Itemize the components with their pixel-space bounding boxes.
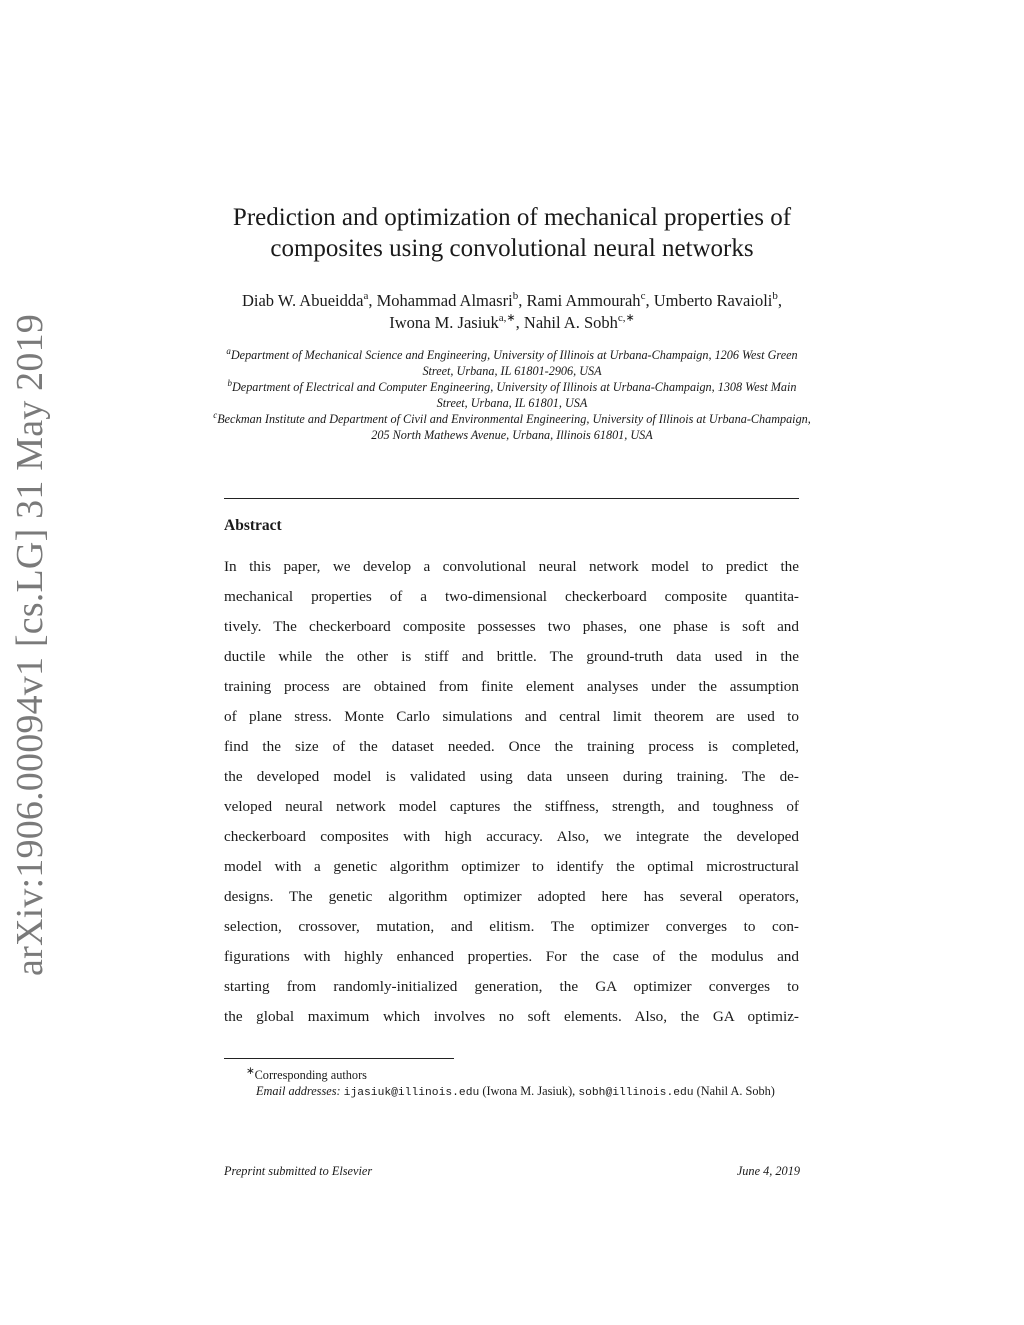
preprint-date: June 4, 2019 [736, 1164, 800, 1178]
abstract-line: model with a genetic algorithm optimizer to identify the optimal microstructural [224, 858, 799, 875]
author-name: Mohammad Almasri [376, 291, 513, 310]
affiliation-c [212, 411, 812, 443]
affiliation-text: Department of Mechanical Science and Engineering, University of Illinois at Urbana-Champaign, 1206 West Green Street, Urbana, IL 61801-2906, USA [230, 348, 798, 378]
author-name: Umberto Ravaioli [653, 291, 773, 310]
abstract-top-rule [224, 498, 799, 499]
email-footnote [224, 1083, 799, 1101]
affiliation-text: Beckman Institute and Department of Civil and Environmental Engineering, University of Illinois at Urbana-Champaign, 205 North Mathews Avenue, Urbana, Illinois 61801, USA [217, 412, 811, 442]
abstract-line: find the size of the dataset needed. Once the training process is completed, [224, 738, 799, 755]
paper-title [200, 202, 824, 264]
affiliations [212, 347, 812, 443]
affiliation-mark: b [227, 377, 232, 388]
affiliation-a [212, 347, 812, 379]
email-link-jasiuk[interactable]: ijasiuk@illinois.edu [343, 1087, 480, 1100]
author-name: Nahil A. Sobh [523, 313, 618, 332]
abstract-body [224, 554, 799, 1034]
author-affil-mark: b [512, 289, 519, 302]
email-label: Email addresses: [256, 1084, 341, 1099]
abstract-line: In this paper, we develop a convolutional neural network model to predict the [224, 558, 799, 575]
author-name: Diab W. Abueidda [241, 291, 364, 310]
affiliation-text: Department of Electrical and Computer Engineering, University of Illinois at Urbana-Champaign, 1308 West Main Street, Urbana, IL 61801, USA [231, 380, 797, 410]
author-separator: , [515, 313, 524, 332]
abstract-line: veloped neural network model captures the stiffness, strength, and toughness of [224, 798, 799, 815]
author-affil-mark: c [640, 289, 646, 302]
abstract-heading: Abstract [224, 517, 282, 534]
affiliation-mark: a [226, 345, 231, 356]
abstract-line: training process are obtained from finite element analyses under the assumption [224, 678, 799, 695]
affiliation-mark: c [213, 409, 218, 420]
email-link-sobh[interactable]: sobh@illinois.edu [578, 1087, 694, 1100]
abstract-line: tively. The checkerboard composite possesses two phases, one phase is soft and [224, 618, 799, 635]
title-line-1: Prediction and optimization of mechanical properties of [232, 204, 792, 231]
author-affil-mark: c,∗ [617, 311, 635, 324]
abstract-line: checkerboard composites with high accuracy. Also, we integrate the developed [224, 828, 799, 845]
abstract-line: the global maximum which involves no soft elements. Also, the GA optimiz- [224, 1008, 799, 1025]
abstract-line: the developed model is validated using data unseen during training. The de- [224, 768, 799, 785]
email-owner-sobh: (Nahil A. Sobh) [696, 1084, 775, 1099]
footnote-mark: ∗ [246, 1066, 255, 1077]
abstract-line: designs. The genetic algorithm optimizer adopted here has several operators, [224, 888, 799, 905]
email-owner-jasiuk: (Iwona M. Jasiuk), [482, 1084, 576, 1099]
author-affil-mark: a [363, 289, 369, 302]
author-list [220, 290, 804, 334]
author-name: Rami Ammourah [526, 291, 641, 310]
author-separator: , [518, 291, 527, 310]
footnotes [224, 1064, 799, 1101]
author-separator: , [645, 291, 654, 310]
corresponding-text: Corresponding authors [254, 1068, 367, 1083]
abstract-line: starting from randomly-initialized generation, the GA optimizer converges to [224, 978, 799, 995]
author-affil-mark: a,∗ [498, 311, 516, 324]
abstract-line: of plane stress. Monte Carlo simulations and central limit theorem are used to [224, 708, 799, 725]
abstract-line: ductile while the other is stiff and brittle. The ground-truth data used in the [224, 648, 799, 665]
arxiv-identifier[interactable]: arXiv:1906.00094v1 [cs.LG] 31 May 2019 [9, 314, 51, 976]
author-name: Iwona M. Jasiuk [389, 313, 499, 332]
affiliation-b [212, 379, 812, 411]
title-line-2: composites using convolutional neural networks [270, 235, 754, 262]
author-separator: , [777, 291, 783, 310]
author-separator: , [368, 291, 377, 310]
preprint-note: Preprint submitted to Elsevier [224, 1164, 373, 1178]
abstract-line: figurations with highly enhanced properties. For the case of the modulus and [224, 948, 799, 965]
corresponding-footnote [224, 1064, 799, 1083]
footnote-rule [224, 1058, 454, 1059]
abstract-line: mechanical properties of a two-dimensional checkerboard composite quantita- [224, 588, 799, 605]
author-affil-mark: b [772, 289, 778, 302]
abstract-line: selection, crossover, mutation, and elitism. The optimizer converges to con- [224, 918, 799, 935]
